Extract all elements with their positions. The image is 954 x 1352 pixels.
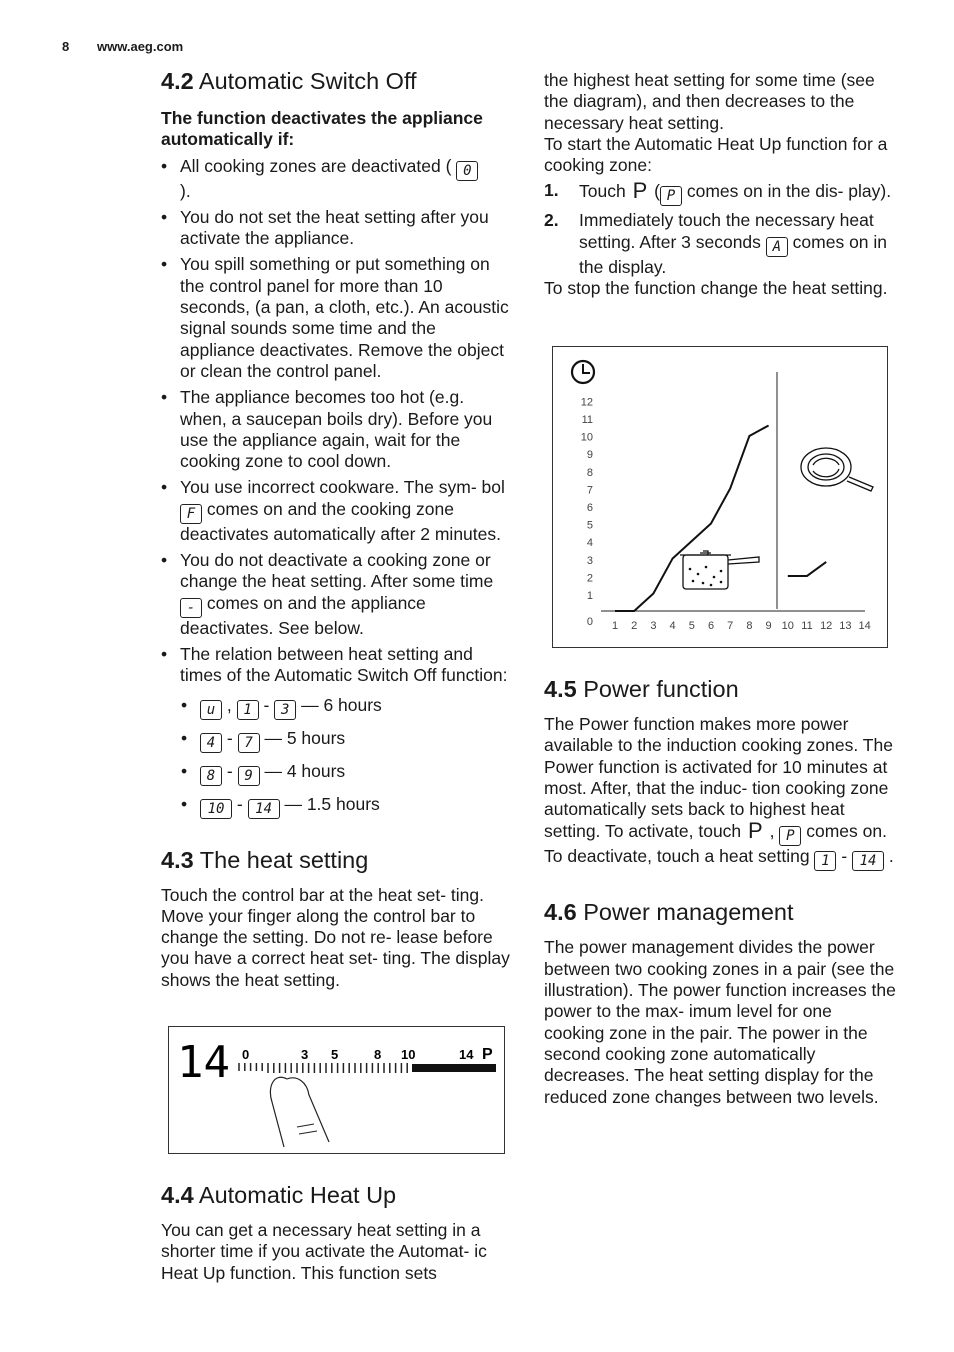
section-4-3-heading: 4.3 The heat setting: [161, 846, 369, 873]
list-item: • You use incorrect cookware. The sym- bol F comes on and the cooking zone deactivates automatically after 2 minutes.: [161, 477, 513, 545]
list-item: • The relation between heat setting and times of the Automatic Switch Off function:: [161, 644, 513, 687]
section-4-3-text: Touch the control bar at the heat set- ting. Move your finger along the control bar to change the setting. Do not re- lease before you have a correct heat set- ting. The display shows the heat setting.: [161, 884, 510, 990]
heat-up-chart: [552, 346, 888, 648]
y-tick-label: 4: [586, 537, 593, 550]
list-item: • u , 1 - 3 — 6 hours: [161, 695, 513, 720]
x-tick-label: 3: [650, 620, 657, 632]
right-column: [544, 70, 896, 299]
key-symbol: 0: [456, 161, 478, 181]
y-tick-label: 3: [586, 554, 593, 567]
x-tick-label: 6: [707, 620, 715, 632]
power-symbol: P: [482, 1046, 493, 1063]
x-tick-label: 4: [669, 620, 676, 632]
key-symbol: -: [180, 598, 202, 618]
control-bar-svg: [169, 1027, 504, 1153]
section-4-5-text: The Power function makes more power available to the induction cooking zones. The Power function is activated for 10 minutes at most. After, that the induc- tion cooking zone automatically sets back to highest heat setting. To activate, touch P , P comes on. To deactivate, touch a heat setting 1 - 14 .: [544, 714, 894, 870]
x-tick-label: 2: [631, 620, 638, 632]
x-tick-label: 12: [820, 620, 833, 632]
control-bar-ticks: [239, 1063, 407, 1073]
section-4-6-heading: 4.6 Power management: [544, 899, 794, 926]
heat-setting-illustration: [168, 1026, 505, 1154]
power-symbol: P: [748, 818, 763, 844]
x-tick-label: 14: [858, 620, 871, 632]
section-4-4-text: You can get a necessary heat setting in a shorter time if you activate the Automat- ic Heat Up function. This function sets: [161, 1220, 487, 1283]
x-tick-label: 13: [839, 620, 852, 632]
list-item: • 8 - 9 — 4 hours: [161, 761, 513, 786]
section-4-4-heading: 4.4 Automatic Heat Up: [161, 1182, 397, 1208]
heat-up-steps: [544, 180, 896, 278]
list-item: 2. Immediately touch the necessary heat setting. After 3 seconds A comes on in the display.: [544, 210, 888, 277]
series-line-heat-up: [615, 425, 769, 611]
left-column: [161, 66, 513, 991]
section-4-6-text: The power management divides the power between two cooking zones in a pair (see the illustration). The power function increases the power to the max- imum level for one cooking zone in the pair. The power in the second cooking zone automatically decreases. The heat setting display for the reduced zone changes between two levels.: [544, 937, 896, 1107]
list-item: • You spill something or put something on the control panel for more than 10 seconds, (a pan, a cloth, etc.). An acoustic signal sounds some time and the appliance deactivates. Remove the object or clean the control panel.: [161, 254, 513, 382]
x-tick-label: 11: [801, 620, 813, 632]
fingernail-icon: [297, 1124, 317, 1134]
display-value: 14: [177, 1037, 230, 1088]
site-url: www.aeg.com: [97, 39, 184, 54]
y-tick-label: 6: [586, 502, 593, 514]
tick-label: 0: [242, 1047, 250, 1062]
x-tick-label: 1: [611, 620, 619, 632]
section-4-2-intro: The function deactivates the appliance automatically if:: [161, 108, 483, 150]
list-item: • All cooking zones are deactivated ( 0 ).: [161, 156, 513, 202]
section-4-5-heading: 4.5 Power function: [544, 676, 739, 702]
list-item: • 4 - 7 — 5 hours: [161, 728, 513, 753]
y-tick-label: 0: [586, 616, 593, 628]
y-tick-label: 8: [586, 466, 593, 479]
y-tick-label: 2: [586, 572, 593, 585]
tick-label: 3: [301, 1047, 309, 1062]
finger-icon: [270, 1077, 329, 1147]
y-tick-label: 1: [586, 590, 593, 602]
list-item: • The appliance becomes too hot (e.g. when, a saucepan boils dry). Before you use the appliance again, wait for the cooking zone to cool down.: [161, 387, 513, 472]
section-4-4-stop: To stop the function change the heat setting.: [544, 278, 888, 299]
y-tick-label: 5: [586, 519, 593, 532]
x-tick-label: 9: [765, 620, 772, 632]
page-number: 8: [62, 39, 70, 54]
list-item: • You do not set the heat setting after you activate the appliance.: [161, 207, 513, 250]
y-tick-label: 12: [580, 396, 593, 409]
y-tick-label: 11: [581, 414, 593, 426]
section-4-4-left: [161, 1180, 513, 1284]
switch-off-conditions: [161, 156, 513, 687]
section-4-2-heading: 4.2 Automatic Switch Off: [161, 68, 417, 94]
pot-icon: [680, 551, 759, 589]
y-tick-label: 10: [580, 431, 593, 444]
right-column-lower: [544, 674, 896, 1108]
key-symbol: F: [180, 504, 202, 524]
control-bar-filled: [412, 1064, 496, 1072]
x-tick-label: 10: [781, 620, 794, 632]
y-tick-label: 9: [586, 449, 593, 462]
chart-svg: [553, 347, 887, 647]
power-symbol: P: [632, 178, 648, 204]
tick-label: 10: [401, 1047, 416, 1062]
x-tick-label: 7: [727, 620, 734, 632]
switch-off-times: [161, 695, 513, 819]
x-tick-label: 8: [746, 620, 753, 632]
section-4-4-start: To start the Automatic Heat Up function for a cooking zone:: [544, 133, 888, 176]
list-item: • 10 - 14 — 1.5 hours: [161, 794, 513, 819]
x-tick-label: 5: [688, 620, 695, 632]
tick-label: 14: [459, 1047, 474, 1062]
list-item: 1. Touch P ( P comes on in the dis- play).: [544, 178, 892, 205]
y-tick-label: 7: [586, 484, 593, 497]
section-4-4-text-cont: the highest heat setting for some time (see the diagram), and then decreases to the necessary heat setting.: [544, 70, 875, 133]
tick-label: 8: [374, 1047, 382, 1062]
series-line-reduced: [788, 562, 826, 576]
list-item: • You do not deactivate a cooking zone or change the heat setting. After some time - comes on and the appliance deactivates. See below.: [161, 550, 513, 639]
frying-pan-icon: [801, 448, 873, 491]
clock-icon: [572, 361, 594, 383]
tick-label: 5: [331, 1047, 339, 1062]
